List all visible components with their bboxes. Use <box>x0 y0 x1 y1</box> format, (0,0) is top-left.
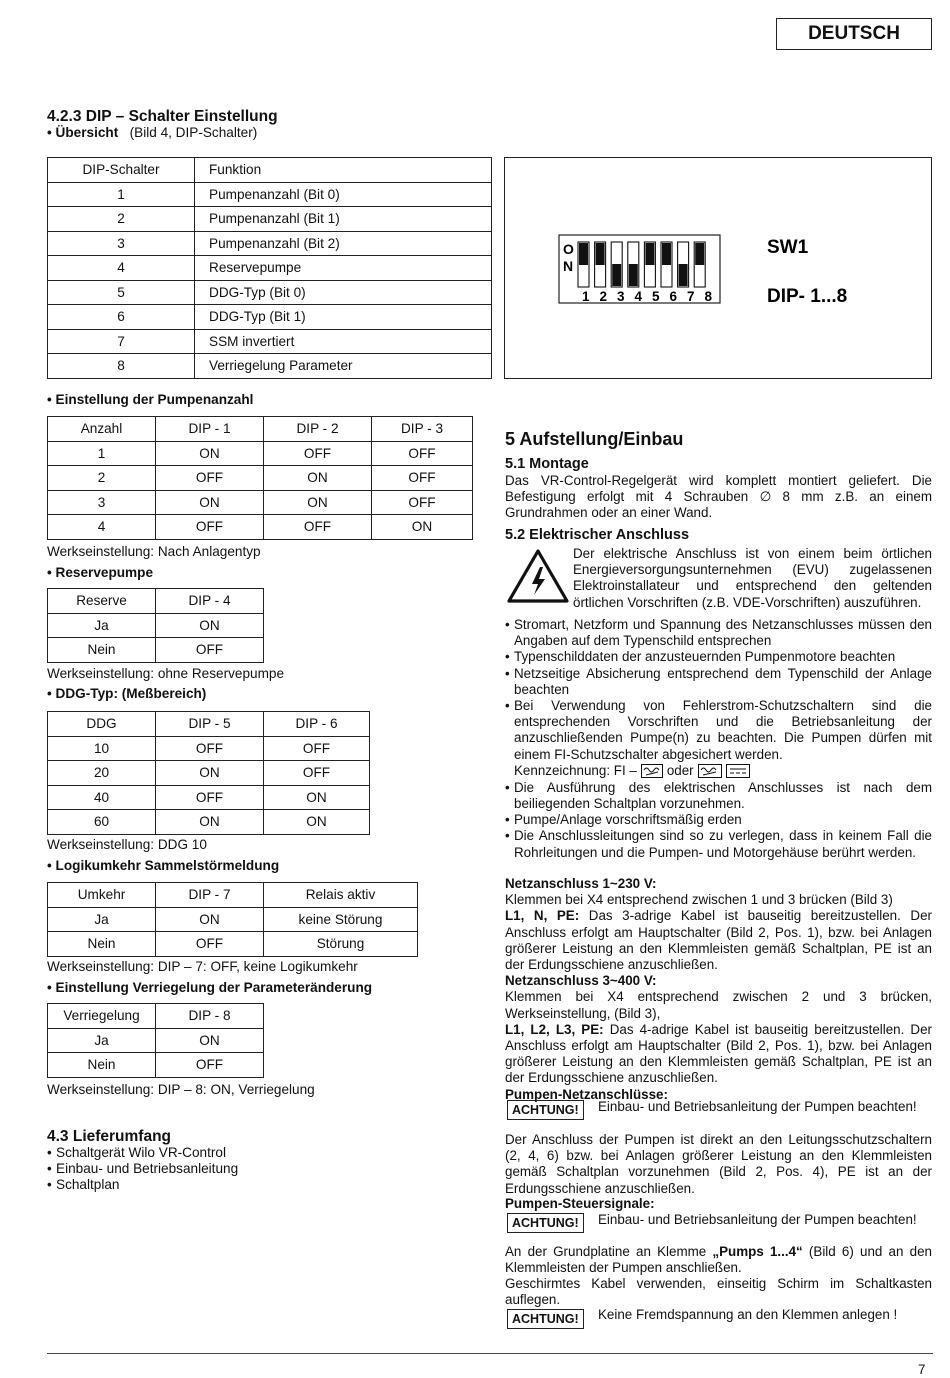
sw-label: SW1 <box>767 237 809 258</box>
table-cell: Pumpenanzahl (Bit 0) <box>195 182 492 207</box>
dip-switch-6-knob <box>662 243 671 265</box>
table-header: Relais aktiv <box>264 883 418 908</box>
dip-switch-8-knob <box>695 243 704 265</box>
achtung-text-3: Keine Fremdspannung an den Klemmen anlegen ! <box>598 1307 898 1322</box>
table-cell: 40 <box>48 785 156 810</box>
dip-overview-table <box>47 157 492 379</box>
table-cell: 2 <box>48 207 195 232</box>
rcd-marking-prefix: Kennzeichnung: FI – <box>514 763 637 779</box>
net3-title: Netzanschluss 3~400 V: <box>505 973 657 989</box>
table-cell: ON <box>156 907 264 932</box>
table-cell: Ja <box>48 1028 156 1053</box>
on-label-n: N <box>563 258 574 274</box>
list-item: • Stromart, Netzform und Spannung des Netzanschlusses müssen den Angaben auf dem Typenschild entsprechen <box>505 617 932 649</box>
dip-switch-diagram <box>505 158 931 378</box>
table-cell: 5 <box>48 280 195 305</box>
switch-numbers: 1 2 3 4 5 6 7 8 <box>582 289 712 304</box>
list-item: • Die Ausführung des elektrischen Anschlusses ist nach dem beiliegenden Schaltplan vorzunehmen. <box>505 780 932 812</box>
table-cell: 60 <box>48 810 156 835</box>
table-row <box>48 207 492 232</box>
rcd-marking-or: oder <box>666 763 694 779</box>
achtung-badge-3: ACHTUNG! <box>507 1309 584 1329</box>
list-item: • Pumpe/Anlage vorschriftsmäßig erden <box>505 812 932 828</box>
table-header: DIP - 6 <box>264 712 370 737</box>
overview-ref: (Bild 4, DIP-Schalter) <box>129 125 258 140</box>
table-cell: 20 <box>48 761 156 786</box>
table-cell: Nein <box>48 932 156 957</box>
ddg-heading: • DDG-Typ: (Meßbereich) <box>47 686 206 702</box>
electrical-bullets <box>505 617 932 861</box>
table-cell: Störung <box>264 932 418 957</box>
ddg-default: Werkseinstellung: DDG 10 <box>47 837 207 852</box>
reserve-table <box>47 588 264 663</box>
table-row <box>48 354 492 379</box>
rcd-ac-symbol-icon-2 <box>698 764 722 778</box>
table-cell: OFF <box>264 515 372 540</box>
table-cell: 10 <box>48 736 156 761</box>
table-cell: 1 <box>48 182 195 207</box>
pump-count-table <box>47 416 473 540</box>
logic-heading: • Logikumkehr Sammelstörmeldung <box>47 858 279 874</box>
net1-line: Klemmen bei X4 entsprechend zwischen 1 und 3 brücken (Bild 3) <box>505 892 893 908</box>
table-header: DIP - 7 <box>156 883 264 908</box>
electrical-warning-icon <box>507 548 569 604</box>
achtung-badge-1: ACHTUNG! <box>507 1100 584 1120</box>
table-row <box>48 1053 264 1078</box>
section-5-2-title: 5.2 Elektrischer Anschluss <box>505 527 690 543</box>
table-header: DIP - 8 <box>156 1004 264 1029</box>
table-cell: Nein <box>48 1053 156 1078</box>
footer-divider <box>47 1353 933 1354</box>
table-cell: OFF <box>156 932 264 957</box>
table-cell: OFF <box>156 785 264 810</box>
delivery-list <box>47 1145 467 1193</box>
net1-title: Netzanschluss 1~230 V: <box>505 876 657 891</box>
table-row <box>48 810 370 835</box>
table-header: DIP - 2 <box>264 417 372 442</box>
section-5-1-text: Das VR-Control-Regelgerät wird komplett montiert geliefert. Die Befestigung erfolgt mit 4 Schrauben ∅ 8 mm z.B. an einem Grundrahmen oder an einer Wand. <box>505 473 932 521</box>
net3-text: L1, L2, L3, PE: Das 4-adrige Kabel ist bauseitig bereitzustellen. Der Anschluss erfolgt am Hauptschalter (Bild 2, Pos. 1), bzw. bei Anlagen größerer Leistung an den Klemmleisten gemäß Schaltplan, PE ist an der Erdungsschiene anzuschließen. <box>505 1021 932 1086</box>
page-number: 7 <box>918 1362 926 1377</box>
dip-switch-2-knob <box>596 243 605 265</box>
table-cell: ON <box>156 490 264 515</box>
table-header: Umkehr <box>48 883 156 908</box>
section-5-1-title: 5.1 Montage <box>505 456 589 472</box>
table-cell: OFF <box>372 441 473 466</box>
achtung-text-2: Einbau- und Betriebsanleitung der Pumpen beachten! <box>598 1212 917 1227</box>
table-cell: 8 <box>48 354 195 379</box>
table-cell: OFF <box>264 441 372 466</box>
table-cell: ON <box>264 466 372 491</box>
dip-switch-3-knob <box>612 264 621 286</box>
rcd-dc-symbol-icon <box>726 764 750 778</box>
table-cell: ON <box>156 1028 264 1053</box>
list-item: • Netzseitige Absicherung entsprechend dem Typenschild der Anlage beachten <box>505 666 932 698</box>
table-cell: ON <box>156 613 264 638</box>
table-row <box>48 638 264 663</box>
table-header: DIP - 1 <box>156 417 264 442</box>
table-row <box>48 515 473 540</box>
section-4-3-title: 4.3 Lieferumfang <box>47 1128 172 1145</box>
achtung-badge-2: ACHTUNG! <box>507 1213 584 1233</box>
table-cell: 7 <box>48 329 195 354</box>
table-cell: 4 <box>48 515 156 540</box>
table-cell: ON <box>264 785 370 810</box>
table-header: Verriegelung <box>48 1004 156 1029</box>
section-5-title: 5 Aufstellung/Einbau <box>505 429 684 449</box>
table-row <box>48 256 492 281</box>
pump-ctrl-text-2: Geschirmtes Kabel verwenden, einseitig Schirm im Schaltkasten auflegen. <box>505 1276 932 1308</box>
table-cell: Nein <box>48 638 156 663</box>
pump-count-default: Werkseinstellung: Nach Anlagentyp <box>47 544 261 559</box>
table-cell: Verriegelung Parameter <box>195 354 492 379</box>
table-cell: 3 <box>48 490 156 515</box>
table-header: Reserve <box>48 589 156 614</box>
table-header: Funktion <box>195 158 492 183</box>
logic-table <box>47 882 418 957</box>
table-cell: OFF <box>156 1053 264 1078</box>
reserve-heading: • Reservepumpe <box>47 565 153 581</box>
table-row <box>48 785 370 810</box>
table-cell: DDG-Typ (Bit 0) <box>195 280 492 305</box>
table-cell: 1 <box>48 441 156 466</box>
achtung-text-1: Einbau- und Betriebsanleitung der Pumpen beachten! <box>598 1099 917 1114</box>
table-header: DIP - 5 <box>156 712 264 737</box>
table-cell: ON <box>156 761 264 786</box>
overview-label: • Übersicht <box>47 125 118 140</box>
table-header: Anzahl <box>48 417 156 442</box>
table-row <box>48 932 418 957</box>
dip-switch-figure <box>504 157 932 379</box>
table-row <box>48 613 264 638</box>
pump-net-text: Der Anschluss der Pumpen ist direkt an den Leitungsschutzschaltern (2, 4, 6) bzw. bei Anlagen größerer Leistung an den Klemmleisten gemäß Schaltplan vorzunehmen (Bild 2, Pos. 4), PE ist an der Erdungsschiene anzuschließen. <box>505 1132 932 1196</box>
pump-count-heading: • Einstellung der Pumpenanzahl <box>47 392 253 408</box>
table-cell: ON <box>156 441 264 466</box>
table-cell: OFF <box>156 466 264 491</box>
dip-switch-5-knob <box>645 243 654 265</box>
table-cell: Ja <box>48 613 156 638</box>
table-cell: 4 <box>48 256 195 281</box>
table-cell: ON <box>372 515 473 540</box>
table-cell: OFF <box>156 736 264 761</box>
table-cell: OFF <box>156 638 264 663</box>
list-item: • Schaltplan <box>47 1177 467 1193</box>
rcd-marking-line <box>505 763 932 780</box>
table-header: DDG <box>48 712 156 737</box>
table-row <box>48 329 492 354</box>
dip-range-label: DIP- 1...8 <box>767 286 848 307</box>
table-row <box>48 441 473 466</box>
table-cell: ON <box>156 810 264 835</box>
list-item: • Schaltgerät Wilo VR-Control <box>47 1145 467 1161</box>
table-cell: Ja <box>48 907 156 932</box>
table-cell: Pumpenanzahl (Bit 1) <box>195 207 492 232</box>
table-header: DIP - 3 <box>372 417 473 442</box>
table-row <box>48 182 492 207</box>
net3-line: Klemmen bei X4 entsprechend zwischen 2 und 3 brücken, Werkseinstellung, (Bild 3), <box>505 989 932 1021</box>
list-item: • Bei Verwendung von Fehlerstrom-Schutzschaltern sind die entsprechenden Vorschriften und die Betriebsanleitung der anzuschließenden Pumpe(n) zu beachten. Die Pumpen dürfen mit einem FI-Schutzschalter abgesichert werden. <box>505 698 932 763</box>
ddg-table <box>47 711 370 835</box>
table-cell: 3 <box>48 231 195 256</box>
table-cell: 6 <box>48 305 195 330</box>
table-cell: OFF <box>372 466 473 491</box>
pump-ctrl-text: An der Grundplatine an Klemme „Pumps 1...4“ (Bild 6) und an den Klemmleisten der Pumpen anschließen. <box>505 1244 932 1276</box>
lock-default: Werkseinstellung: DIP – 8: ON, Verriegelung <box>47 1082 315 1097</box>
table-cell: OFF <box>372 490 473 515</box>
warning-text: Der elektrische Anschluss ist von einem beim örtlichen Energieversorgungsunternehmen (EVU) zugelassenen Elektroinstallateur und entsprechend den geltenden örtlichen Vorschriften (z.B. VDE-Vorschriften) auszuführen. <box>573 546 932 610</box>
list-item: • Einbau- und Betriebsanleitung <box>47 1161 467 1177</box>
table-row <box>48 280 492 305</box>
table-cell: ON <box>264 490 372 515</box>
dip-switch-4-knob <box>629 264 638 286</box>
table-cell: keine Störung <box>264 907 418 932</box>
on-label-o: O <box>563 241 574 257</box>
table-cell: Reservepumpe <box>195 256 492 281</box>
net1-text: L1, N, PE: Das 3-adrige Kabel ist bauseitig bereitzustellen. Der Anschluss erfolgt am Hauptschalter (Bild 2, Pos. 1), bzw. bei Anlagen größerer Leistung an den Klemmleisten gemäß Schaltplan, PE ist an der Erdungsschiene anzuschließen. <box>505 908 932 973</box>
lock-table <box>47 1003 264 1078</box>
language-label: DEUTSCH <box>776 18 932 50</box>
table-row <box>48 761 370 786</box>
lock-heading: • Einstellung Verriegelung der Parameteränderung <box>47 980 372 996</box>
reserve-default: Werkseinstellung: ohne Reservepumpe <box>47 666 285 681</box>
table-cell: ON <box>264 810 370 835</box>
table-cell: SSM invertiert <box>195 329 492 354</box>
table-cell: OFF <box>264 761 370 786</box>
table-row <box>48 490 473 515</box>
pump-ctrl-title: Pumpen-Steuersignale: <box>505 1196 655 1211</box>
overview-line <box>47 125 257 141</box>
table-cell: OFF <box>156 515 264 540</box>
table-cell: Pumpenanzahl (Bit 2) <box>195 231 492 256</box>
table-header: DIP-Schalter <box>48 158 195 183</box>
table-cell: OFF <box>264 736 370 761</box>
table-row <box>48 907 418 932</box>
table-row <box>48 231 492 256</box>
table-row <box>48 466 473 491</box>
logic-default: Werkseinstellung: DIP – 7: OFF, keine Logikumkehr <box>47 959 358 974</box>
table-cell: DDG-Typ (Bit 1) <box>195 305 492 330</box>
table-cell: 2 <box>48 466 156 491</box>
table-row <box>48 736 370 761</box>
dip-switch-1-knob <box>579 243 588 265</box>
mains-connection-block <box>505 876 932 1103</box>
list-item: • Typenschilddaten der anzusteuernden Pumpenmotore beachten <box>505 649 932 665</box>
list-item: • Die Anschlussleitungen sind so zu verlegen, dass in keinem Fall die Rohrleitungen und die Pumpen- und Motorgehäuse berührt werden. <box>505 828 932 860</box>
dip-switch-7-knob <box>679 264 688 286</box>
table-header: DIP - 4 <box>156 589 264 614</box>
pump-net-title: Pumpen-Netzanschlüsse: <box>505 1086 668 1102</box>
rcd-ac-symbol-icon <box>641 764 663 778</box>
table-row <box>48 305 492 330</box>
table-row <box>48 1028 264 1053</box>
section-4-2-3-title: 4.2.3 DIP – Schalter Einstellung <box>47 108 278 125</box>
